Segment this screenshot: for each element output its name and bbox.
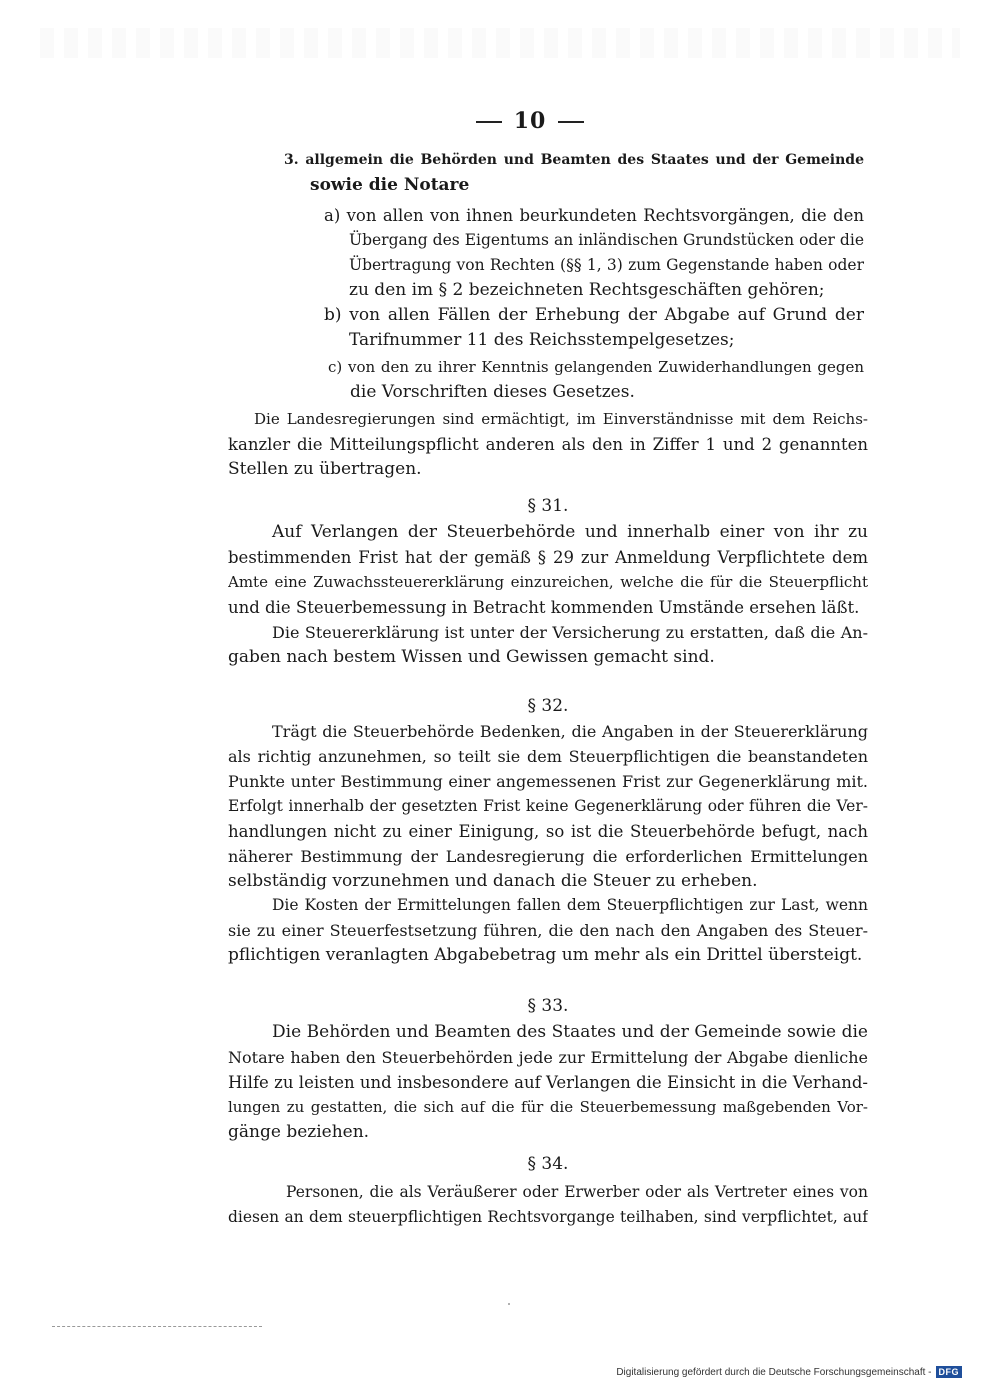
- paragraph-line: diesen an dem steuerpflichtigen Rechtsvorgange teilhaben, sind verpflichtet, auf: [228, 1208, 868, 1226]
- paragraph-line: pflichtigen veranlagten Abgabebetrag um mehr als ein Drittel übersteigt.: [228, 945, 863, 965]
- paragraph-line: Die Steuererklärung ist unter der Versicherung zu erstatten, daß die An-: [272, 623, 868, 642]
- paragraph-line: Trägt die Steuerbehörde Bedenken, die Angaben in der Steuererklärung: [272, 722, 868, 741]
- section-33-heading: § 33.: [527, 996, 569, 1016]
- paragraph-line: Amte eine Zuwachssteuererklärung einzureichen, welche die für die Steuerpflicht: [228, 573, 868, 591]
- paragraph-line: Die Behörden und Beamten des Staates und der Gemeinde sowie die: [272, 1022, 868, 1042]
- item-3a-line: a) von allen von ihnen beurkundeten Rechtsvorgängen, die den: [324, 206, 864, 225]
- paragraph-line: selbständig vorzunehmen und danach die Steuer zu erheben.: [228, 871, 758, 891]
- item-3-line: 3. allgemein die Behörden und Beamten des Staates und der Gemeinde: [284, 152, 864, 168]
- item-3c-line: c) von den zu ihrer Kenntnis gelangenden Zuwiderhandlungen gegen: [328, 358, 864, 376]
- item-3b-line: Tarifnummer 11 des Reichsstempelgesetzes;: [349, 330, 735, 350]
- paragraph-line: als richtig anzunehmen, so teilt sie dem Steuerpflichtigen die beanstandeten: [228, 747, 868, 766]
- digitization-text: Digitalisierung gefördert durch die Deutsche Forschungsgemeinschaft -: [616, 1366, 932, 1378]
- paragraph-line: Hilfe zu leisten und insbesondere auf Verlangen die Einsicht in die Verhand-: [228, 1073, 868, 1092]
- section-31-p2: [228, 620, 868, 670]
- item-3c-line: die Vorschriften dieses Gesetzes.: [350, 382, 635, 402]
- item-3a-line: Übertragung von Rechten (§§ 1, 3) zum Gegenstande haben oder: [349, 256, 864, 274]
- section-34-p1: [228, 1180, 868, 1230]
- paragraph-landesregierungen: [228, 407, 868, 482]
- item-3c: [328, 355, 864, 405]
- page-number: [0, 108, 1000, 134]
- paragraph-line: handlungen nicht zu einer Einigung, so ist die Steuerbehörde befugt, nach: [228, 822, 868, 841]
- section-32-p2: [228, 893, 868, 968]
- item-3a-line: Übergang des Eigentums an inländischen Grundstücken oder die: [349, 231, 864, 249]
- item-3a-line: zu den im § 2 bezeichneten Rechtsgeschäften gehören;: [349, 280, 825, 300]
- paragraph-line: Die Landesregierungen sind ermächtigt, im Einverständnisse mit dem Reichs-: [254, 410, 868, 428]
- paragraph-line: lungen zu gestatten, die sich auf die für die Steuerbemessung maßgebenden Vor-: [228, 1098, 868, 1116]
- paragraph-line: gaben nach bestem Wissen und Gewissen gemacht sind.: [228, 647, 715, 667]
- section-34-heading: § 34.: [527, 1154, 569, 1174]
- paragraph-line: kanzler die Mitteilungspflicht anderen als den in Ziffer 1 und 2 genannten: [228, 435, 868, 454]
- scan-speck: [508, 1303, 510, 1305]
- section-32-heading: § 32.: [527, 696, 569, 716]
- dfg-logo[interactable]: DFG: [936, 1366, 963, 1378]
- paragraph-line: Auf Verlangen der Steuerbehörde und innerhalb einer von ihr zu: [272, 522, 868, 542]
- page-number-text: 10: [513, 108, 547, 134]
- item-3: [284, 148, 864, 198]
- item-3-line: sowie die Notare: [310, 175, 470, 195]
- paragraph-line: Erfolgt innerhalb der gesetzten Frist keine Gegenerklärung oder führen die Ver-: [228, 797, 868, 815]
- item-3b: [324, 303, 864, 353]
- section-31-heading: § 31.: [527, 496, 569, 516]
- paragraph-line: Die Kosten der Ermittelungen fallen dem Steuerpflichtigen zur Last, wenn: [272, 896, 868, 914]
- paragraph-line: sie zu einer Steuerfestsetzung führen, die den nach den Angaben des Steuer-: [228, 921, 868, 940]
- digitization-note: [616, 1366, 962, 1378]
- paragraph-line: Punkte unter Bestimmung einer angemessenen Frist zur Gegenerklärung mit.: [228, 772, 868, 791]
- item-3b-line: b) von allen Fällen der Erhebung der Abgabe auf Grund der: [324, 305, 864, 325]
- paragraph-line: bestimmenden Frist hat der gemäß § 29 zur Anmeldung Verpflichtete dem: [228, 548, 868, 567]
- paragraph-line: Notare haben den Steuerbehörden jede zur Ermittelung der Abgabe dienliche: [228, 1048, 868, 1067]
- dash-right: [558, 121, 584, 123]
- paragraph-line: Stellen zu übertragen.: [228, 459, 422, 479]
- section-32-p1: [228, 719, 868, 894]
- paragraph-line: Personen, die als Veräußerer oder Erwerber oder als Vertreter eines von: [286, 1183, 868, 1201]
- section-33-p1: [228, 1020, 868, 1145]
- scan-noise: [40, 28, 960, 58]
- paragraph-line: gänge beziehen.: [228, 1122, 370, 1142]
- paragraph-line: und die Steuerbemessung in Betracht kommenden Umstände ersehen läßt.: [228, 598, 860, 617]
- footer-rule: [52, 1326, 262, 1328]
- section-31-p1: [228, 520, 868, 620]
- dash-left: [476, 121, 502, 123]
- paragraph-line: näherer Bestimmung der Landesregierung die erforderlichen Ermittelungen: [228, 847, 868, 866]
- item-3a: [324, 203, 864, 303]
